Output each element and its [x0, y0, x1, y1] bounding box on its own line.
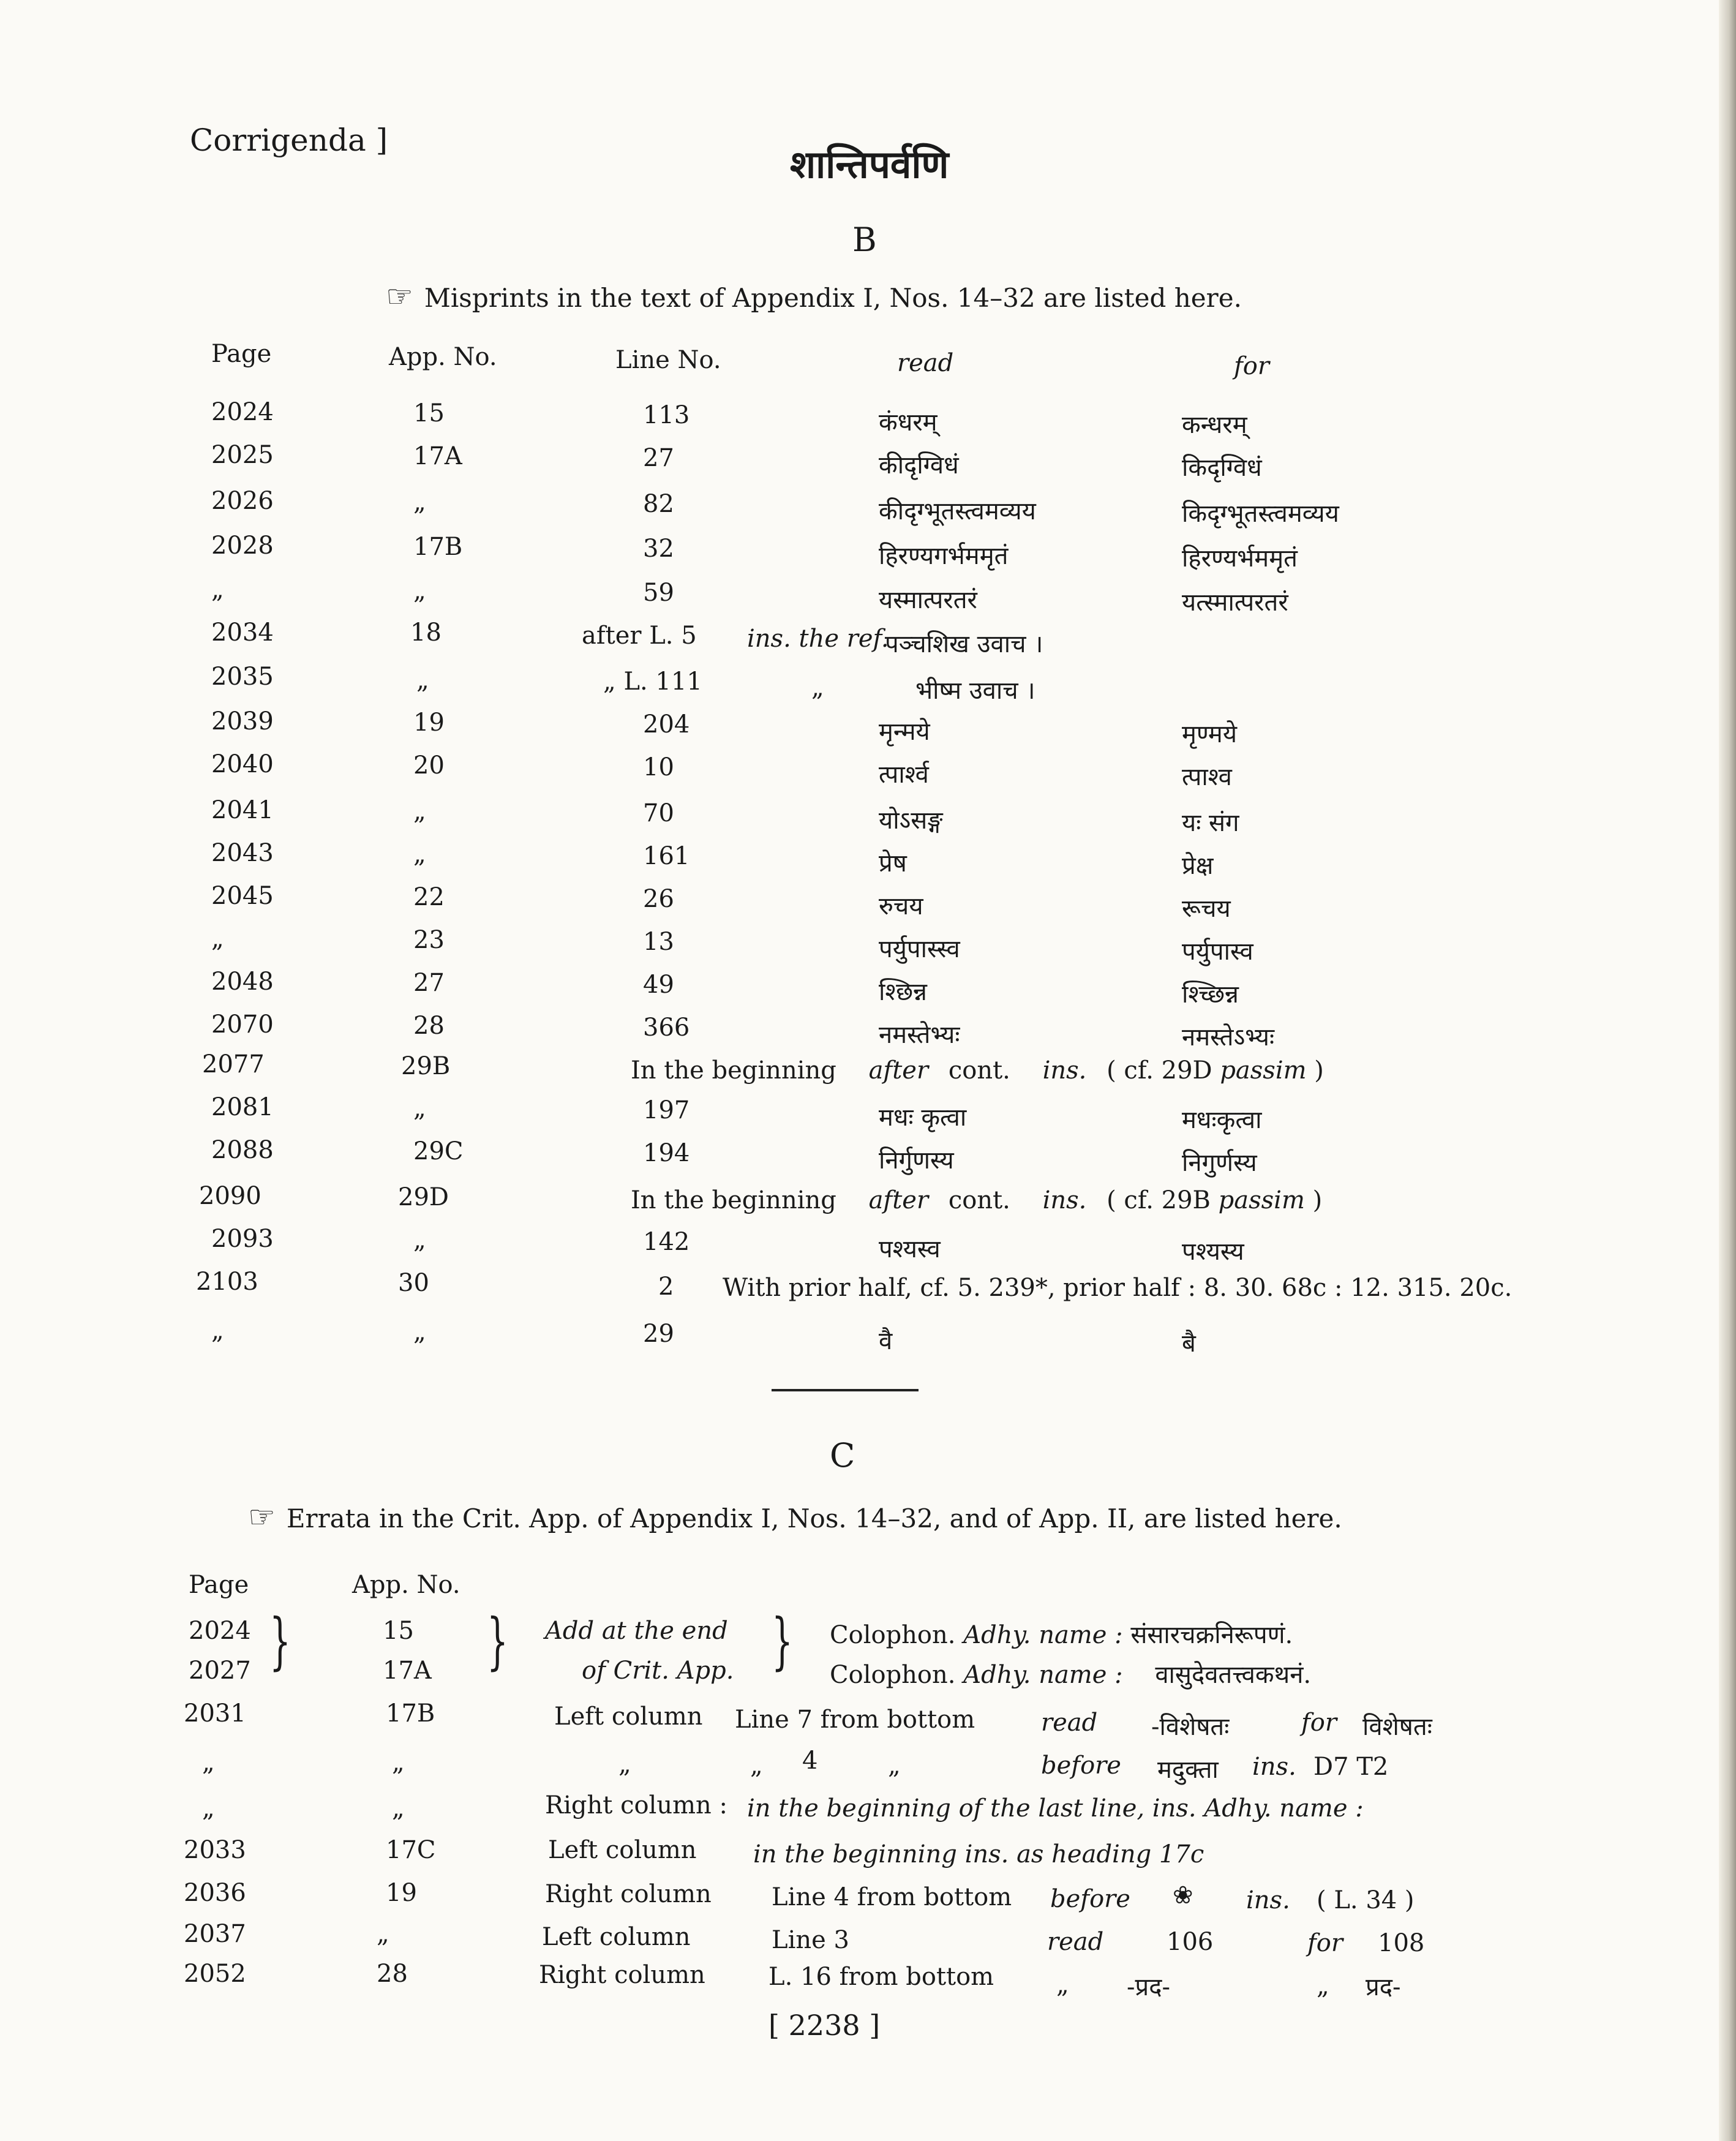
- table-cell: 2103: [196, 1268, 258, 1296]
- table-cell: 2: [658, 1273, 674, 1301]
- col-for: for: [1234, 352, 1270, 380]
- table-cell: 49: [643, 971, 674, 999]
- table-cell: Colophon. Adhy. name : वासुदेवतत्त्वकथनं.: [830, 1661, 1312, 1689]
- table-cell: 28: [377, 1960, 408, 1988]
- table-cell: 204: [643, 710, 690, 739]
- table-cell: in the beginning of the last line, ins. Adhy. name :: [747, 1794, 1364, 1823]
- table-cell: „: [413, 1094, 426, 1123]
- page-number: [ 2238 ]: [768, 2009, 881, 2042]
- table-cell: 142: [643, 1228, 690, 1256]
- table-cell: ins.: [1246, 1886, 1290, 1914]
- table-cell: „: [211, 576, 224, 604]
- table-cell: यत्स्मात्परतरं: [1182, 589, 1288, 617]
- table-cell: 22: [413, 883, 445, 911]
- table-cell: विशेषतः: [1362, 1713, 1432, 1741]
- table-cell: 29: [643, 1320, 674, 1348]
- table-cell: प्रद-: [1366, 1973, 1401, 2001]
- table-cell: 2028: [211, 532, 274, 560]
- table-cell: Line 3: [772, 1926, 849, 1954]
- table-cell: ( L. 34 ): [1317, 1886, 1415, 1914]
- table-cell: यस्मात्परतरं: [879, 586, 977, 614]
- section-b-note: ☞ Misprints in the text of Appendix I, Nos. 14–32 are listed here.: [386, 279, 1242, 314]
- table-cell: 2025: [211, 441, 274, 469]
- table-cell: in the beginning ins. as heading 17c: [753, 1840, 1204, 1868]
- table-cell: 20: [413, 751, 445, 780]
- table-cell: „: [413, 1318, 426, 1346]
- table-cell: „: [202, 1748, 215, 1777]
- table-cell: प्रेक्ष: [1182, 852, 1214, 880]
- table-cell: 2093: [211, 1225, 274, 1253]
- table-cell: after L. 5: [582, 622, 697, 650]
- table-cell: 2070: [211, 1010, 274, 1039]
- table-cell: In the beginning after cont. ins. ( cf. 29B passim ): [631, 1186, 1323, 1214]
- table-cell: „: [413, 577, 426, 605]
- table-cell: 15: [413, 399, 445, 427]
- table-cell: 2037: [184, 1920, 246, 1948]
- table-cell: 30: [398, 1269, 429, 1297]
- table-cell: त्पाश्व: [1182, 763, 1232, 791]
- right-brace-icon: }: [269, 1605, 291, 1677]
- table-cell: 17B: [386, 1699, 435, 1728]
- table-cell: 2027: [189, 1657, 251, 1685]
- table-cell: किदृग्विधं: [1182, 454, 1262, 482]
- table-cell: 32: [643, 535, 674, 563]
- table-cell: कंधरम्: [879, 408, 938, 437]
- table-cell: 17A: [413, 442, 462, 470]
- table-cell: 28: [413, 1012, 445, 1040]
- table-cell: Line 7 from bottom: [735, 1706, 975, 1734]
- table-cell: 2040: [211, 750, 274, 778]
- table-cell: Line 4 from bottom: [772, 1883, 1012, 1911]
- table-cell: „: [202, 1794, 215, 1823]
- pointing-hand-icon: ☞: [386, 279, 413, 314]
- table-cell: 2024: [189, 1617, 251, 1645]
- table-cell: ins. the ref.: [747, 625, 889, 653]
- table-cell: „: [413, 488, 426, 516]
- table-cell: 2052: [184, 1960, 246, 1988]
- table-cell: कीदृग्विधं: [879, 451, 959, 480]
- table-cell: Add at the end: [545, 1617, 728, 1645]
- section-divider: [772, 1389, 919, 1391]
- table-cell: „: [392, 1794, 405, 1823]
- col-app: App. No.: [352, 1571, 460, 1599]
- table-cell: 2077: [202, 1050, 265, 1078]
- table-cell: 106: [1167, 1928, 1214, 1956]
- flower-icon: ❀: [1173, 1881, 1193, 1910]
- table-cell: Right column :: [545, 1791, 727, 1819]
- table-cell: 161: [643, 842, 690, 870]
- table-cell: „ L. 111: [603, 668, 702, 696]
- table-cell: 59: [643, 579, 674, 607]
- table-cell: 2033: [184, 1836, 246, 1864]
- table-cell: „: [416, 666, 429, 694]
- table-cell: 70: [643, 799, 674, 827]
- table-cell: 29C: [413, 1137, 464, 1165]
- table-cell: हिरण्यर्भममृतं: [1182, 544, 1298, 573]
- pointing-hand-icon: ☞: [248, 1499, 276, 1535]
- table-cell: 26: [643, 885, 674, 913]
- table-cell: „: [377, 1920, 389, 1948]
- table-cell: यः संग: [1182, 809, 1239, 837]
- table-cell: „: [1056, 1971, 1069, 1999]
- table-cell: पश्यस्य: [1182, 1238, 1244, 1266]
- table-cell: 19: [386, 1879, 417, 1907]
- table-cell: 27: [413, 969, 445, 997]
- table-cell: 29B: [401, 1052, 451, 1080]
- table-cell: वै: [879, 1327, 893, 1355]
- table-cell: मृण्मये: [1182, 720, 1238, 748]
- table-cell: 2043: [211, 839, 274, 867]
- table-cell: read: [1041, 1709, 1098, 1737]
- table-cell: Left column: [542, 1923, 691, 1951]
- table-cell: Right column: [545, 1880, 712, 1908]
- table-cell: निर्गुणस्य: [879, 1146, 954, 1175]
- table-cell: 2035: [211, 663, 274, 691]
- table-cell: 2048: [211, 968, 274, 996]
- section-b-letter: B: [852, 220, 877, 259]
- table-cell: 2088: [211, 1136, 274, 1164]
- table-cell: „: [211, 925, 224, 953]
- table-cell: 17A: [383, 1657, 432, 1685]
- col-read: read: [897, 349, 954, 377]
- table-cell: „: [1317, 1972, 1329, 2000]
- table-cell: for: [1307, 1929, 1343, 1957]
- table-cell: D7 T2: [1313, 1753, 1389, 1781]
- table-cell: 2045: [211, 882, 274, 910]
- table-cell: 27: [643, 444, 674, 472]
- table-cell: „: [413, 840, 426, 868]
- table-cell: त्पार्श्व: [879, 761, 929, 789]
- table-cell: of Crit. App.: [582, 1657, 734, 1685]
- table-cell: Colophon. Adhy. name : संसारचक्रनिरूपणं.: [830, 1621, 1293, 1649]
- table-cell: 29D: [398, 1183, 449, 1211]
- table-cell: पश्यस्व: [879, 1235, 941, 1263]
- table-cell: मृन्मये: [879, 718, 930, 746]
- table-cell: 17B: [413, 533, 463, 561]
- col-app: App. No.: [389, 343, 497, 371]
- table-cell: read: [1047, 1928, 1104, 1956]
- table-cell: before: [1041, 1752, 1121, 1780]
- table-cell: „: [413, 797, 426, 826]
- table-cell: कन्धरम्: [1182, 411, 1247, 439]
- table-cell: In the beginning after cont. ins. ( cf. 29D passim ): [631, 1056, 1324, 1085]
- page-edge: [1719, 0, 1736, 2141]
- right-brace-icon: }: [772, 1605, 793, 1677]
- table-cell: 366: [643, 1014, 690, 1042]
- table-cell: हिरण्यगर्भममृतं: [879, 542, 1009, 570]
- section-c-note: ☞ Errata in the Crit. App. of Appendix I, Nos. 14–32, and of App. II, are listed here.: [248, 1499, 1342, 1535]
- table-cell: 4: [802, 1747, 818, 1775]
- table-cell: 2036: [184, 1879, 246, 1907]
- table-cell: With prior half, cf. 5. 239*, prior half : 8. 30. 68c : 12. 315. 20c.: [723, 1274, 1512, 1302]
- corrigenda-label: Corrigenda ]: [190, 122, 388, 158]
- col-line: Line No.: [615, 346, 721, 374]
- table-cell: भीष्म उवाच ।: [915, 677, 1035, 705]
- col-page: Page: [189, 1571, 249, 1599]
- table-cell: 2081: [211, 1093, 274, 1121]
- table-cell: 18: [410, 619, 442, 647]
- table-cell: before: [1050, 1885, 1130, 1913]
- table-cell: -प्रद-: [1127, 1973, 1171, 2001]
- table-cell: श्छिन्न: [879, 978, 927, 1006]
- table-cell: 108: [1378, 1929, 1425, 1957]
- table-cell: मधः कृत्वा: [879, 1104, 967, 1132]
- table-cell: रूचय: [1182, 895, 1231, 923]
- table-cell: „: [811, 674, 824, 702]
- table-cell: -विशेषतः: [1151, 1713, 1230, 1741]
- table-cell: 2034: [211, 619, 274, 647]
- table-cell: 2026: [211, 487, 274, 515]
- table-cell: रुचय: [879, 892, 923, 920]
- table-cell: 2090: [199, 1182, 261, 1210]
- page-title: शान्तिपर्वणि: [790, 142, 949, 187]
- table-cell: Right column: [539, 1961, 705, 1989]
- table-cell: 2041: [211, 796, 274, 824]
- table-cell: Left column: [554, 1703, 703, 1731]
- table-cell: निगुर्णस्य: [1182, 1149, 1257, 1177]
- table-cell: „: [392, 1748, 405, 1777]
- table-cell: पञ्चशिख उवाच ।: [885, 630, 1043, 658]
- section-c-letter: C: [830, 1436, 855, 1475]
- table-cell: मदुक्ता: [1157, 1756, 1219, 1784]
- table-cell: for: [1301, 1709, 1337, 1737]
- table-cell: ins.: [1252, 1753, 1296, 1781]
- table-cell: 194: [643, 1139, 690, 1167]
- col-page: Page: [211, 340, 272, 368]
- table-cell: नमस्तेभ्यः: [879, 1021, 960, 1049]
- table-cell: पर्युपास्स्व: [879, 935, 960, 963]
- table-cell: मधःकृत्वा: [1182, 1106, 1262, 1134]
- table-cell: 2039: [211, 707, 274, 736]
- table-cell: 19: [413, 709, 445, 737]
- table-cell: 13: [643, 928, 674, 956]
- table-cell: योऽसङ्ग: [879, 807, 943, 835]
- table-cell: श्च्छिन्न: [1182, 980, 1239, 1009]
- table-cell: 2031: [184, 1699, 246, 1728]
- table-cell: 17C: [386, 1836, 436, 1864]
- table-cell: बै: [1182, 1330, 1196, 1358]
- table-cell: 23: [413, 926, 445, 954]
- table-cell: „: [413, 1226, 426, 1254]
- table-cell: „: [211, 1317, 224, 1345]
- table-cell: Left column: [548, 1836, 697, 1864]
- table-cell: 197: [643, 1096, 690, 1124]
- right-brace-icon: }: [487, 1605, 508, 1677]
- table-cell: 2024: [211, 398, 274, 426]
- table-cell: पर्युपास्व: [1182, 938, 1253, 966]
- table-cell: L. 16 from bottom: [768, 1963, 994, 1991]
- table-cell: 113: [643, 401, 690, 429]
- table-cell: 15: [383, 1617, 414, 1645]
- table-cell: „: [750, 1752, 763, 1780]
- table-cell: 82: [643, 490, 674, 518]
- table-cell: „: [888, 1752, 901, 1780]
- table-cell: नमस्तेऽभ्यः: [1182, 1023, 1275, 1052]
- table-cell: किदृग्भूतस्त्वमव्यय: [1182, 500, 1339, 528]
- table-cell: 10: [643, 753, 674, 781]
- table-cell: प्रेष: [879, 849, 907, 878]
- table-cell: कीदृग्भूतस्त्वमव्यय: [879, 497, 1036, 525]
- table-cell: „: [618, 1750, 631, 1778]
